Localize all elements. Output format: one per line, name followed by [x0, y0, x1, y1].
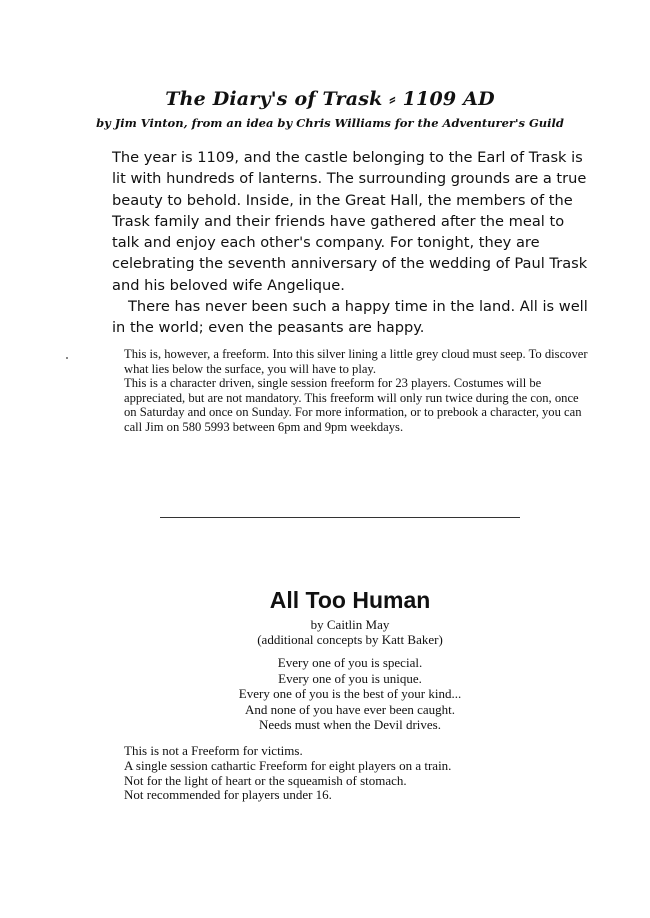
- trask-title: The Diary's of Trask ⸗ 1109 AD: [165, 88, 495, 110]
- notes-line: A single session cathartic Freeform for eight players on a train.: [124, 757, 452, 773]
- poem-line: Needs must when the Devil drives.: [259, 717, 441, 733]
- human-title: All Too Human: [269, 587, 431, 613]
- notes-line: Not for the light of heart or the squeamish of stomach.: [124, 772, 407, 788]
- notes-line: Not recommended for players under 16.: [124, 787, 332, 803]
- poem-line: Every one of you is the best of your kind...: [238, 686, 462, 702]
- trask-intro: [112, 147, 592, 339]
- trask-details: [124, 347, 594, 435]
- trask-byline: by Jim Vinton, from an idea by Chris Williams for the Adventurer's Guild: [96, 116, 564, 130]
- poem-line: And none of you have ever been caught.: [244, 701, 456, 717]
- section-divider: [160, 517, 520, 518]
- poem-line: Every one of you is unique.: [278, 670, 422, 686]
- notes-line: This is not a Freeform for victims.: [124, 743, 303, 758]
- trask-intro-paragraph: There has never been such a happy time in the land. All is well in the world; even the peasants are happy.: [112, 298, 588, 337]
- human-byline: [150, 617, 550, 647]
- human-poem: [150, 655, 550, 733]
- trask-details-paragraph: This is a character driven, single session freeform for 23 players. Costumes will be appreciated, but are not mandatory. This freeform will only run twice during the con, once on Saturday and once on Sunday. For more information, or to prebook a character, you can call Jim on 580 5993 between 6pm and 9pm weekdays.: [124, 376, 582, 434]
- human-author: by Caitlin May: [310, 617, 390, 632]
- poem-line: Every one of you is special.: [277, 655, 423, 670]
- human-notes: [124, 744, 594, 803]
- scan-speck: [66, 357, 68, 359]
- human-credit: (additional concepts by Katt Baker): [257, 632, 443, 647]
- trask-details-paragraph: This is, however, a freeform. Into this silver lining a little grey cloud must seep. To discover what lies below the surface, you will have to play.: [124, 347, 588, 376]
- trask-intro-paragraph: The year is 1109, and the castle belonging to the Earl of Trask is lit with hundreds of lanterns. The surrounding grounds are a true beauty to behold. Inside, in the Great Hall, the members of the Trask family and their friends have gathered after the meal to talk and enjoy each other's company. For tonight, they are celebrating the seventh anniversary of the wedding of Paul Trask and his beloved wife Angelique.: [112, 149, 588, 294]
